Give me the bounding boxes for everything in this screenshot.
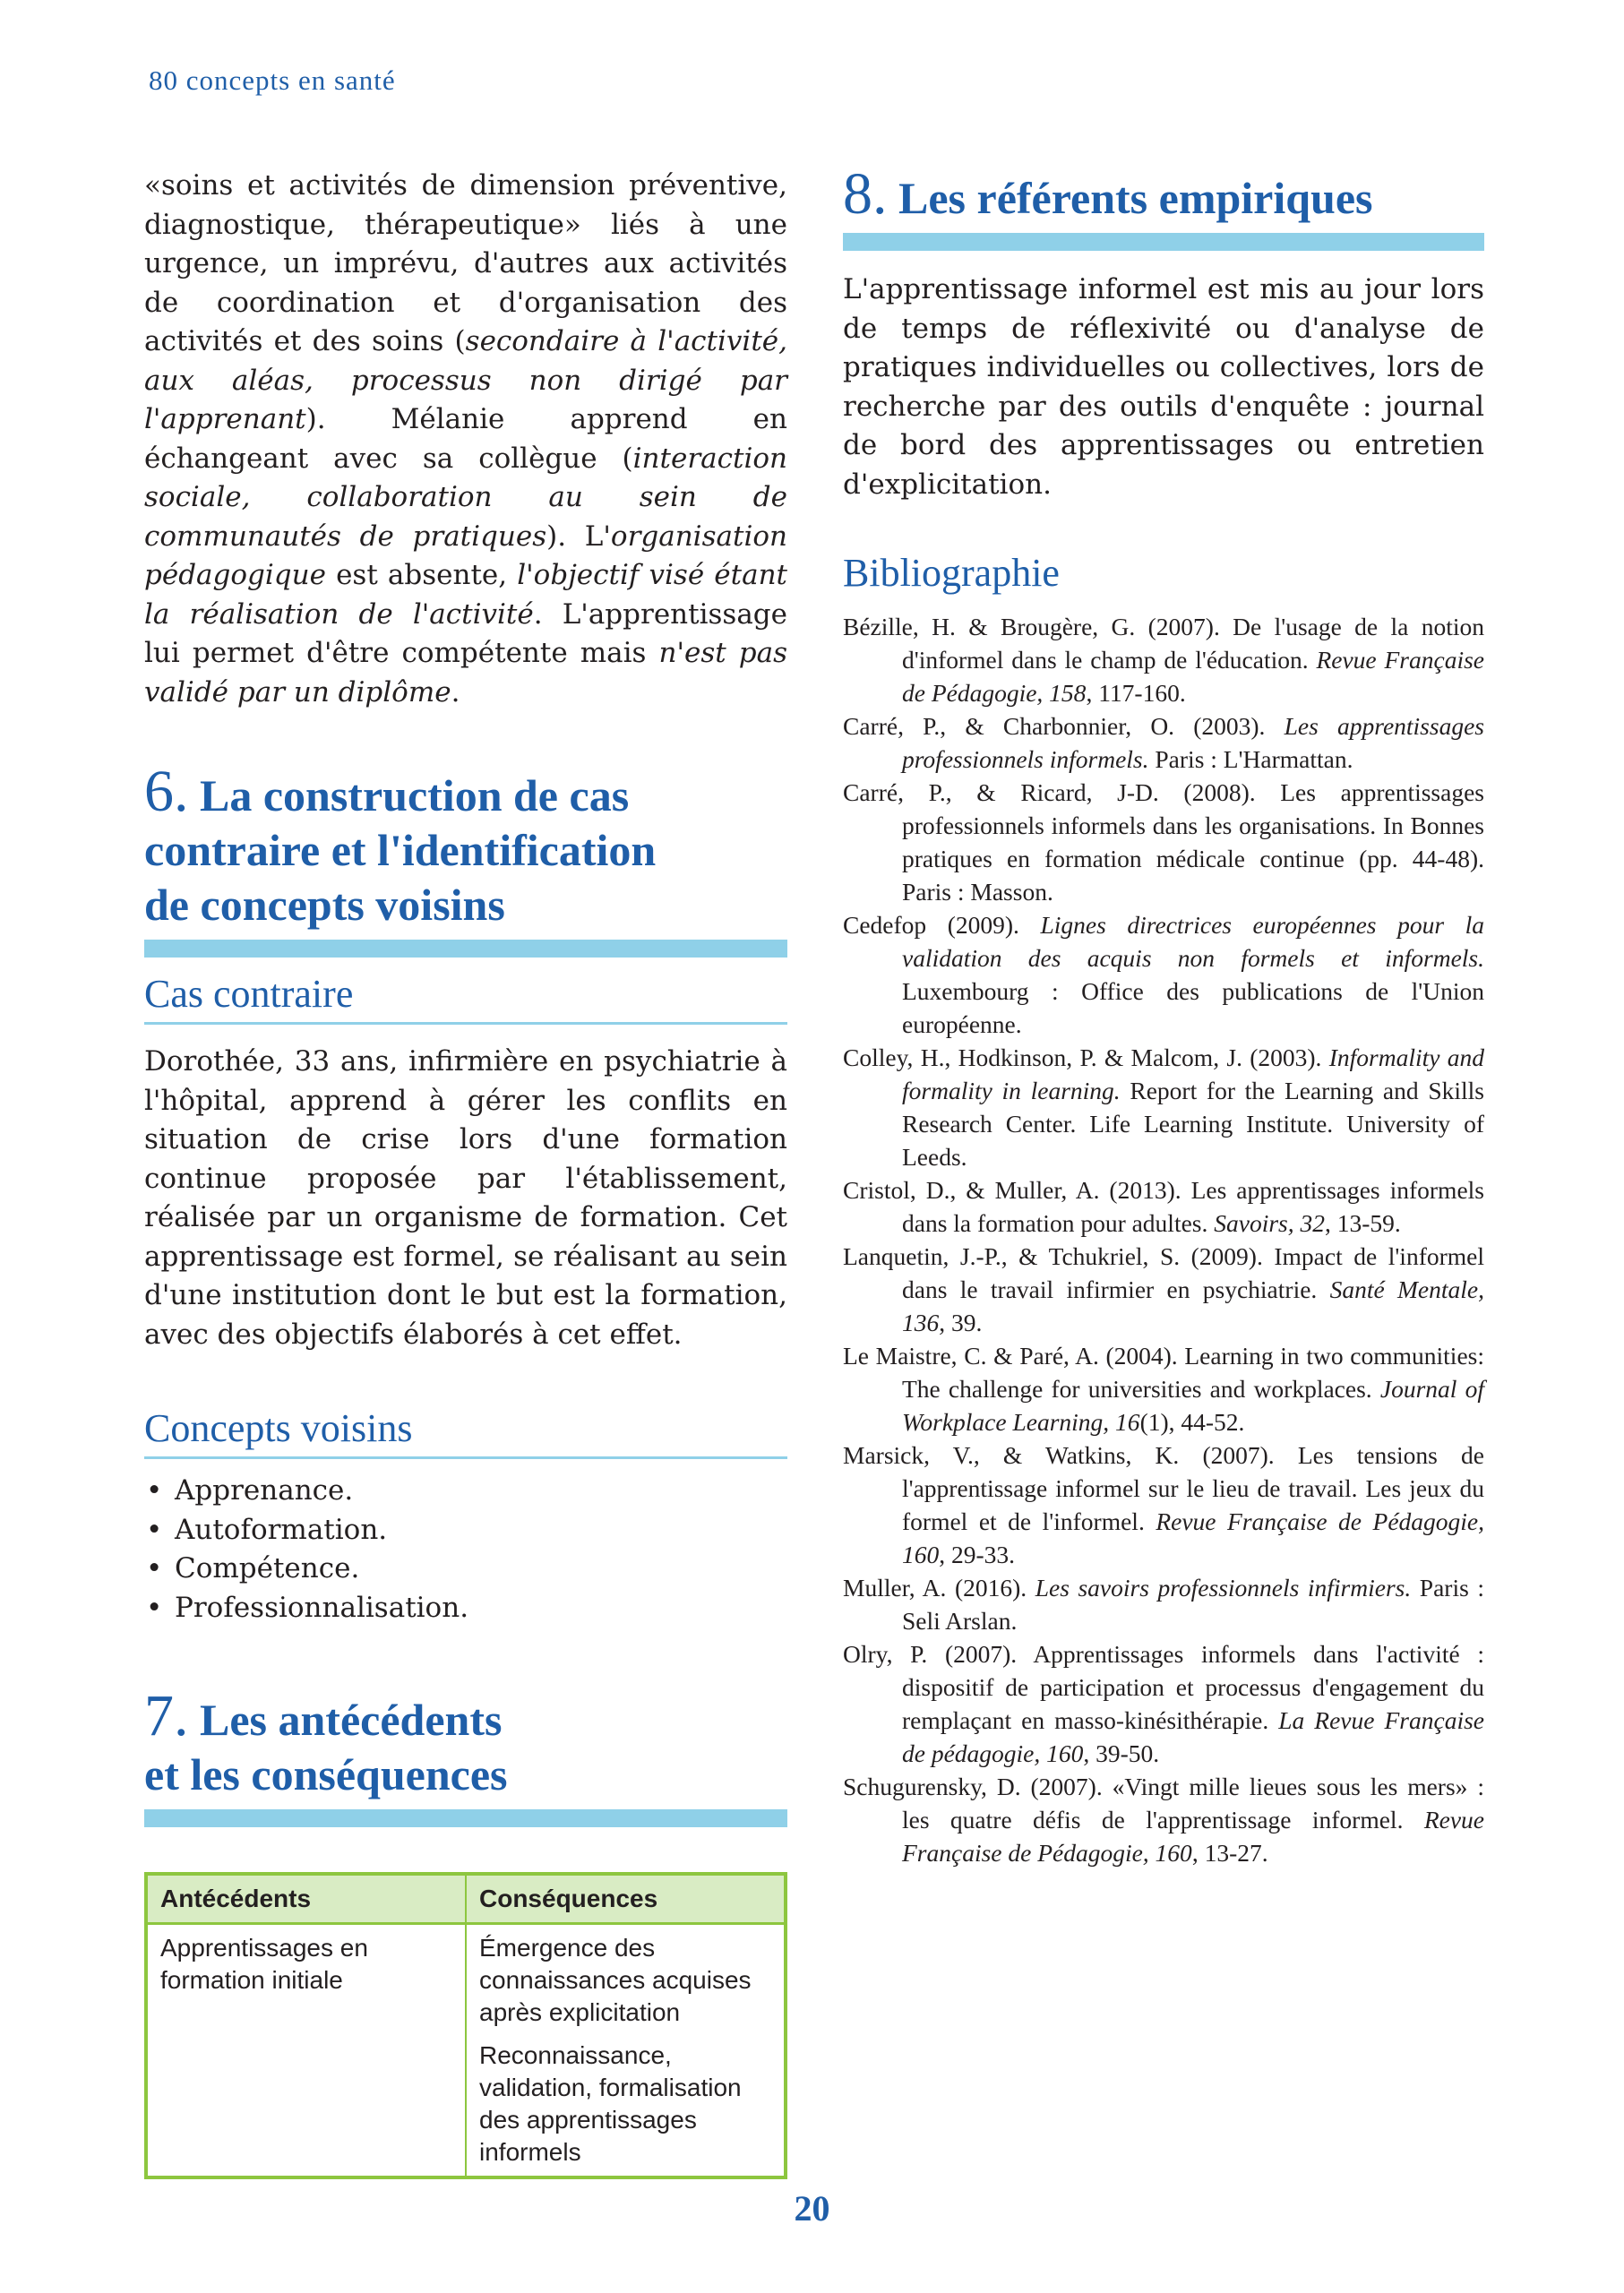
- section-7-title-line-1: Les antécédents: [200, 1695, 503, 1745]
- bibliography-entry: Bézille, H. & Brougère, G. (2007). De l'usage de la notion d'informel dans le champ de l'éducation. Revue Française de Pédagogie, 158, 117-160.: [843, 613, 1485, 707]
- page-number: 20: [794, 2188, 830, 2229]
- table-row: [146, 1924, 786, 2178]
- section-6-title-line-3: de concepts voisins: [144, 880, 505, 930]
- list-item: • Apprenance.: [144, 1472, 787, 1511]
- list-item: • Compétence.: [144, 1550, 787, 1589]
- section-7-number: 7.: [144, 1683, 189, 1748]
- section-8-bar: [843, 233, 1484, 251]
- bibliography-entry: Cedefop (2009). Lignes directrices européennes pour la validation des acquis non formels et informels. Luxembourg : Office des publications de l'Union européenne.: [843, 911, 1484, 1038]
- section-8-title: [843, 161, 1484, 227]
- section-7-title: [144, 1683, 787, 1802]
- section-6-heading: [144, 759, 787, 958]
- concepts-voisins-list: [144, 1472, 787, 1627]
- section-6-title: [144, 759, 787, 932]
- section-8-text: L'apprentissage informel est mis au jour lors de temps de réflexivité ou d'analyse de pratiques individuelles ou collectives, lors de recherche par des outils d'enquête : journal de bord des apprentissages ou entretien d'explicitation.: [843, 273, 1484, 501]
- bibliography-entry: Le Maistre, C. & Paré, A. (2004). Learning in two communities: The challenge for universities and workplaces. Journal of Workplace Learning, 16(1), 44-52.: [843, 1342, 1484, 1436]
- section-8-number: 8.: [843, 161, 888, 227]
- bibliography-entry: Carré, P., & Charbonnier, O. (2003). Les apprentissages professionnels informels. Paris : L'Harmattan.: [843, 712, 1484, 773]
- cas-contraire-block: [144, 970, 787, 1354]
- concepts-voisins-heading: Concepts voisins: [144, 1406, 413, 1450]
- intro-paragraph: «soins et activités de dimension préventive, diagnostique, thérapeutique» liés à une urgence, un imprévu, d'autres aux activités de coordination et d'organisation des activités et des soins (secondaire à l'activité, aux aléas, processus non dirigé par l'apprenant). Mélanie apprend en échangeant avec sa collègue (interaction sociale, collaboration au sein de communautés de pratiques). L'organisation pédagogique est absente, l'objectif visé étant la réalisation de l'activité. L'apprentissage lui permet d'être compétente mais n'est pas validé par un diplôme.: [144, 169, 787, 709]
- concepts-voisins-block: [144, 1404, 787, 1627]
- list-item: • Professionnalisation.: [144, 1589, 787, 1628]
- consequence-item: Émergence des connaissances acquises après explicitation: [479, 1934, 752, 2026]
- table-header-antecedents: Antécédents: [146, 1874, 466, 1924]
- bibliography-entry: Carré, P., & Ricard, J-D. (2008). Les apprentissages professionnels informels dans les organisations. In Bonnes pratiques en formation médicale continue (pp. 44-48). Paris : Masson.: [843, 778, 1484, 906]
- antecedent-item: Apprentissages en formation initiale: [160, 1934, 368, 1994]
- concepts-voisins-rule: [144, 1456, 787, 1459]
- table-header-consequences: Conséquences: [466, 1874, 786, 1924]
- antecedents-consequences-table: [144, 1872, 787, 2179]
- section-6-number: 6.: [144, 759, 189, 824]
- antecedents-cell: [146, 1924, 466, 2178]
- bibliography-entry: Marsick, V., & Watkins, K. (2007). Les tensions de l'apprentissage informel sur le lieu de travail. Les jeux du formel et de l'informel. Revue Française de Pédagogie, 160, 29-33.: [843, 1441, 1484, 1568]
- right-column: [843, 161, 1485, 1869]
- bibliography-entry: Olry, P. (2007). Apprentissages informels dans l'activité : dispositif de participation et processus d'engagement du remplaçant en masso-kinésithérapie. La Revue Française de pédagogie, 160, 39-50.: [843, 1640, 1485, 1767]
- section-7-heading: [144, 1683, 787, 1827]
- bibliography-entry: Schugurensky, D. (2007). «Vingt mille lieues sous les mers» : les quatre défis de l'apprentissage informel. Revue Française de Pédagogie, 160, 13-27.: [843, 1773, 1484, 1867]
- left-column: [144, 167, 787, 2179]
- bibliography-entry: Lanquetin, J.-P., & Tchukriel, S. (2009). Impact de l'informel dans le travail infirmier en psychiatrie. Santé Mentale, 136, 39.: [843, 1242, 1484, 1336]
- bibliography-entry: Cristol, D., & Muller, A. (2013). Les apprentissages informels dans la formation pour adultes. Savoirs, 32, 13-59.: [843, 1176, 1484, 1237]
- bibliography-list: [843, 610, 1484, 1869]
- bibliography-entry: Muller, A. (2016). Les savoirs professionnels infirmiers. Paris : Seli Arslan.: [843, 1574, 1484, 1635]
- section-6-bar: [144, 940, 787, 958]
- section-8-heading: [843, 161, 1484, 251]
- consequences-cell: [466, 1924, 786, 2178]
- bibliography-entry: Colley, H., Hodkinson, P. & Malcom, J. (2003). Informality and formality in learning. Report for the Learning and Skills Research Center. Life Learning Institute. University of Leeds.: [843, 1043, 1484, 1171]
- section-7-bar: [144, 1809, 787, 1827]
- table-header-row: [146, 1874, 786, 1924]
- bibliography-heading: Bibliographie: [843, 551, 1060, 595]
- cas-contraire-text: Dorothée, 33 ans, infirmière en psychiatrie à l'hôpital, apprend à gérer les conflits en situation de crise lors d'une formation continue proposée par l'établissement, réalisée par un organisme de formation. Cet apprentissage est formel, se réalisant au sein d'une institution dont le but est la formation, avec des objectifs élaborés à cet effet.: [144, 1045, 787, 1351]
- running-head: 80 concepts en santé: [149, 64, 396, 96]
- bibliography-block: [843, 549, 1484, 1869]
- consequence-item: Reconnaissance, validation, formalisation des apprentissages informels: [479, 2041, 742, 2166]
- list-item: • Autoformation.: [144, 1511, 787, 1550]
- section-8-title-line-1: Les référents empiriques: [898, 173, 1373, 223]
- section-6-title-line-2: contraire et l'identification: [144, 825, 657, 875]
- cas-contraire-heading: Cas contraire: [144, 972, 354, 1016]
- section-6-title-line-1: La construction de cas: [200, 770, 630, 820]
- section-7-title-line-2: et les conséquences: [144, 1749, 508, 1799]
- cas-contraire-rule: [144, 1022, 787, 1025]
